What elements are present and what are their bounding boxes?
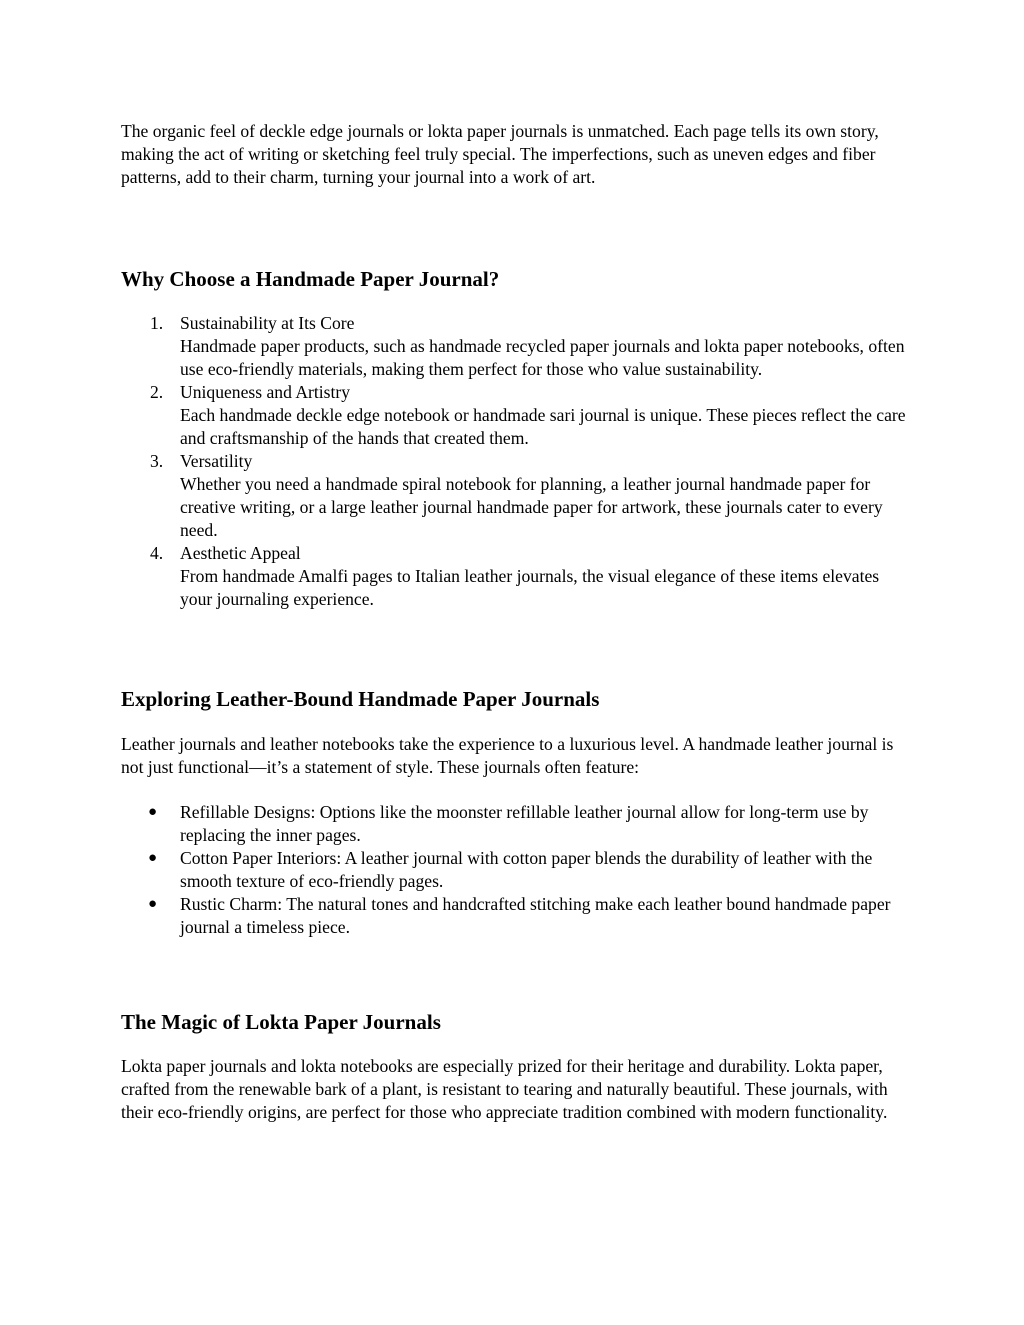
list-item <box>121 801 911 847</box>
bullet-icon: ● <box>148 804 158 820</box>
list-number: 2. <box>150 382 164 402</box>
list-item-text: Cotton Paper Interiors: A leather journal with cotton paper blends the durability of leather with the smooth texture of eco-friendly pages. <box>180 848 873 891</box>
leather-intro-paragraph: Leather journals and leather notebooks take the experience to a luxurious level. A handmade leather journal is not just functional—it’s a statement of style. These journals often feature: <box>121 734 894 777</box>
list-item <box>121 847 911 893</box>
heading-leather-journals: Exploring Leather-Bound Handmade Paper Journals <box>121 687 600 711</box>
list-item <box>121 381 911 450</box>
list-item-title: Sustainability at Its Core <box>180 313 355 333</box>
list-number: 3. <box>150 451 164 471</box>
bullet-icon: ● <box>148 896 158 912</box>
list-item-description: Handmade paper products, such as handmade recycled paper journals and lokta paper notebooks, often use eco-friendly materials, making them perfect for those who value sustainability. <box>180 336 905 379</box>
list-item-text: Rustic Charm: The natural tones and handcrafted stitching make each leather bound handmade paper journal a timeless piece. <box>180 894 891 937</box>
heading-lokta-journals: The Magic of Lokta Paper Journals <box>121 1010 441 1034</box>
list-item-title: Uniqueness and Artistry <box>180 382 351 402</box>
list-number: 1. <box>150 313 164 333</box>
list-item <box>121 312 911 381</box>
intro-paragraph: The organic feel of deckle edge journals or lokta paper journals is unmatched. Each page tells its own story, making the act of writing or sketching feel truly special. The imperfections, such as uneven edges and fiber patterns, add to their charm, turning your journal into a work of art. <box>121 121 879 187</box>
document-page <box>121 120 911 1124</box>
list-item-description: From handmade Amalfi pages to Italian leather journals, the visual elegance of these items elevates your journaling experience. <box>180 566 880 609</box>
list-item-title: Versatility <box>180 451 253 471</box>
list-number: 4. <box>150 543 164 563</box>
lokta-paragraph: Lokta paper journals and lokta notebooks are especially prized for their heritage and durability. Lokta paper, crafted from the renewable bark of a plant, is resistant to tearing and naturally beautiful. These journals, with their eco-friendly origins, are perfect for those who appreciate tradition combined with modern functionality. <box>121 1056 888 1122</box>
list-item-title: Aesthetic Appeal <box>180 543 301 563</box>
bullet-icon: ● <box>148 850 158 866</box>
features-list <box>121 801 911 939</box>
list-item <box>121 893 911 939</box>
heading-why-choose: Why Choose a Handmade Paper Journal? <box>121 267 500 291</box>
list-item-description: Each handmade deckle edge notebook or handmade sari journal is unique. These pieces reflect the care and craftsmanship of the hands that created them. <box>180 405 906 448</box>
list-item <box>121 542 911 611</box>
reasons-list <box>121 312 911 611</box>
list-item-description: Whether you need a handmade spiral notebook for planning, a leather journal handmade paper for creative writing, or a large leather journal handmade paper for artwork, these journals cater to every need. <box>180 474 883 540</box>
list-item-text: Refillable Designs: Options like the moonster refillable leather journal allow for long-term use by replacing the inner pages. <box>180 802 869 845</box>
list-item <box>121 450 911 542</box>
